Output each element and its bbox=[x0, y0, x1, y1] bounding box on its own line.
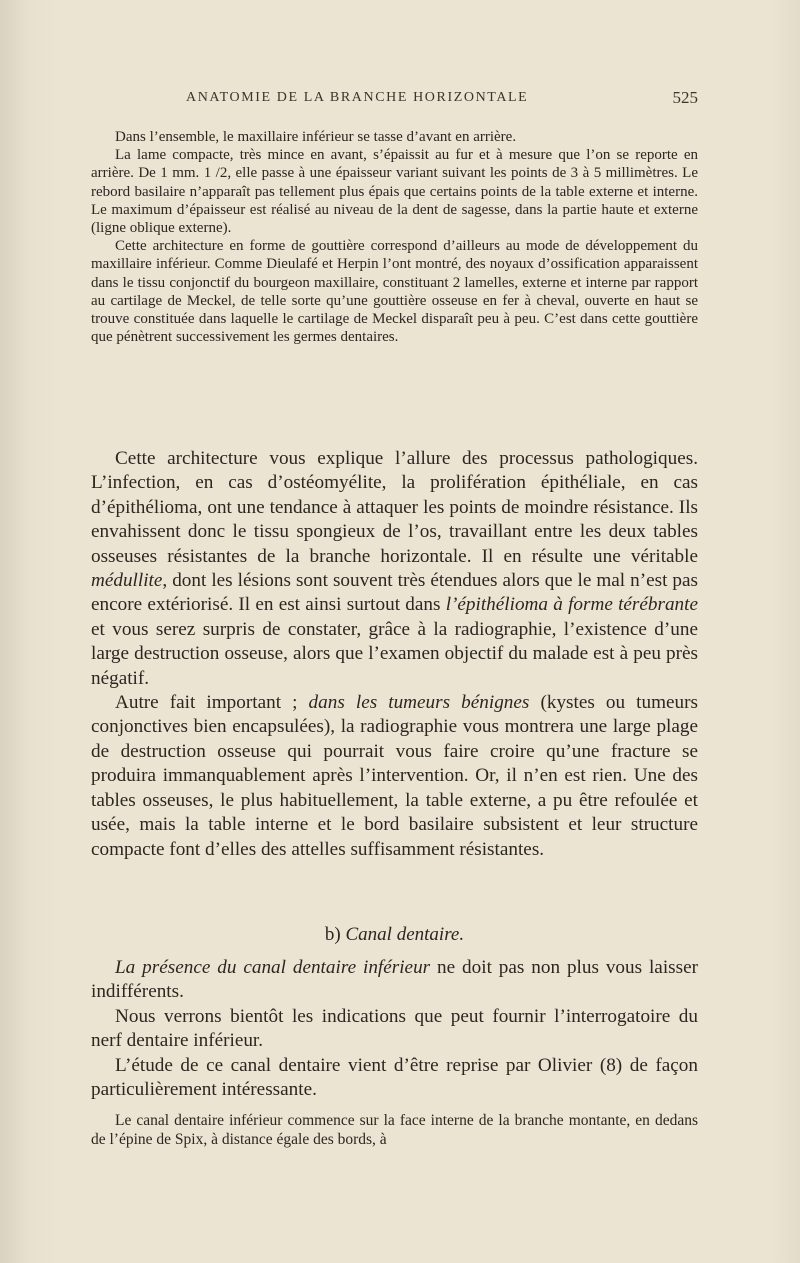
emphasis: La présence du canal dentaire inférieur bbox=[115, 957, 431, 978]
paragraph: La présence du canal dentaire inférieur ne doit pas non plus vous laisser indifférents. bbox=[91, 957, 698, 1003]
small-print-section bbox=[91, 128, 698, 346]
paragraph: Autre fait important ; dans les tumeurs bénignes (kystes ou tumeurs conjonctives bien encapsulées), la radiographie vous montrera une large plage de destruction osseuse qui pourrait vous faire croire qu’une fracture se produira immanquablement après l’intervention. Or, il n’en est rien. Une des tables osseuses, le plus habituellement, la table externe, a pu être refoulée et usée, mais la table interne et le bord basilaire subsistent et leur structure compacte font d’elles des attelles suffisamment résistantes. bbox=[91, 692, 698, 860]
paragraph: Nous verrons bientôt les indications que peut fournir l’interrogatoire du nerf dentaire inférieur. bbox=[91, 1005, 698, 1052]
page-number: 525 bbox=[672, 88, 698, 107]
canal-section bbox=[91, 956, 698, 1102]
paragraph: L’étude de ce canal dentaire vient d’être reprise par Olivier (8) de façon particulièrement intéressante. bbox=[91, 1054, 698, 1101]
running-head: ANATOMIE DE LA BRANCHE HORIZONTALE bbox=[186, 90, 529, 105]
emphasis: l’épithélioma à forme térébrante bbox=[445, 594, 699, 616]
main-text-section bbox=[91, 447, 698, 862]
section-heading bbox=[91, 924, 698, 946]
emphasis: dans les tumeurs bénignes bbox=[308, 692, 530, 714]
page-header bbox=[186, 88, 698, 110]
footnote-style-section bbox=[91, 1111, 698, 1149]
paragraph: Dans l’ensemble, le maxillaire inférieur se tasse d’avant en arrière. bbox=[115, 129, 517, 145]
paragraph: Cette architecture vous explique l’allure des processus pathologiques. L’infection, en cas d’ostéomyélite, la prolifération épithéliale, en cas d’épithélioma, ont une tendance à attaquer les points de moindre résistance. Ils envahissent donc le tissu spongieux de l’os, travaillant entre les deux tables osseuses résistantes de la branche horizontale. Il en résulte une véritable médullite, dont les lésions sont souvent très étendues alors que le mal n’est pas encore extériorisé. Il en est ainsi surtout dans l’épithélioma à forme térébrante et vous serez surpris de constater, grâce à la radiographie, l’existence d’une large destruction osseuse, alors que l’examen objectif du malade est à peu près négatif. bbox=[91, 448, 699, 689]
paragraph: La lame compacte, très mince en avant, s’épaissit au fur et à mesure que l’on se reporte en arrière. De 1 mm. 1 /2, elle passe à une épaisseur variant suivant les points de 3 à 5 millimètres. Le rebord basilaire n’apparaît pas tellement plus épais que certains points de la table externe et interne. Le maximum d’épaisseur est réalisé au niveau de la dent de sagesse, dans la partie haute et externe (ligne oblique externe). bbox=[91, 147, 698, 237]
section-title: Canal dentaire. bbox=[345, 924, 465, 945]
section-label: b) bbox=[324, 924, 341, 945]
emphasis: médullite bbox=[91, 570, 163, 592]
paragraph: Cette architecture en forme de gouttière correspond d’ailleurs au mode de développement du maxillaire inférieur. Comme Dieulafé et Herpin l’ont montré, des noyaux d’ossification apparaissent dans le tissu conjonctif du bourgeon maxillaire, constituant 2 lamelles, externe et interne par rapport au cartilage de Meckel, de telle sorte qu’une gouttière osseuse en fer à cheval, ouverte en haut se trouve constituée dans laquelle le cartilage de Meckel disparaît peu à peu. C’est dans cette gouttière que pénètrent successivement les germes dentaires. bbox=[91, 238, 698, 346]
paragraph: Le canal dentaire inférieur commence sur la face interne de la branche montante, en dedans de l’épine de Spix, à distance égale des bords, à bbox=[91, 1112, 698, 1148]
